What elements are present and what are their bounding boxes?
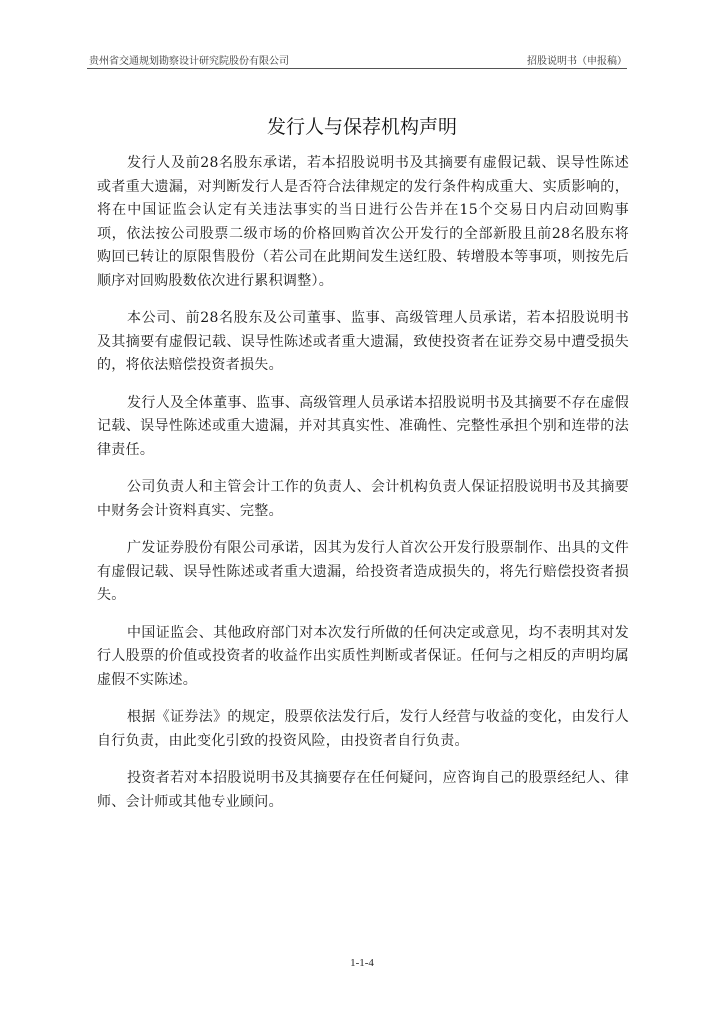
header-document-name: 招股说明书（申报稿） [527, 56, 627, 67]
paragraph-issuer-shareholder-commitment: 发行人及前28名股东承诺，若本招股说明书及其摘要有虚假记载、误导性陈述或者重大遗漏，对判断发行人是否符合法律规定的发行条件构成重大、实质影响的，将在中国证监会认定有关违法事实的当日进行公告并在15个交易日内启动回购事项，依法按公司股票二级市场的价格回购首次公开发行的全部新股且前28名股东将购回已转让的原限售股份（若公司在此期间发生送红股、转增股本等事项，则按先后顺序对回购股数依次进行累积调整）。 [97, 155, 629, 289]
paragraph-csrc-disclaimer: 中国证监会、其他政府部门对本次发行所做的任何决定或意见，均不表明其对发行人股票的价值或投资者的收益作出实质性判断或者保证。任何与之相反的声明均属虚假不实陈述。 [97, 624, 629, 688]
paragraph-financial-officer-guarantee: 公司负责人和主管会计工作的负责人、会计机构负责人保证招股说明书及其摘要中财务会计资料真实、完整。 [97, 479, 629, 519]
document-body [97, 152, 629, 828]
page-number: 1-1-4 [350, 957, 374, 969]
paragraph-investor-advice: 投资者若对本招股说明书及其摘要存在任何疑问，应咨询自己的股票经纪人、律师、会计师或其他专业顾问。 [97, 770, 629, 810]
paragraph-securities-law-risk: 根据《证券法》的规定，股票依法发行后，发行人经营与收益的变化，由发行人自行负责，由此变化引致的投资风险，由投资者自行负责。 [97, 709, 629, 749]
paragraph-board-accuracy-commitment: 发行人及全体董事、监事、高级管理人员承诺本招股说明书及其摘要不存在虚假记载、误导性陈述或重大遗漏，并对其真实性、准确性、完整性承担个别和连带的法律责任。 [97, 394, 629, 458]
header-company-name: 贵州省交通规划勘察设计研究院股份有限公司 [89, 56, 289, 67]
page-title: 发行人与保荐机构声明 [266, 116, 457, 138]
paragraph-sponsor-commitment: 广发证券股份有限公司承诺，因其为发行人首次公开发行股票制作、出具的文件有虚假记载、误导性陈述或者重大遗漏，给投资者造成损失的，将先行赔偿投资者损失。 [97, 540, 629, 603]
page-header [87, 50, 627, 69]
paragraph-company-directors-commitment: 本公司、前28名股东及公司董事、监事、高级管理人员承诺，若本招股说明书及其摘要有虚假记载、误导性陈述或者重大遗漏，致使投资者在证券交易中遭受损失的，将依法赔偿投资者损失。 [97, 310, 629, 373]
